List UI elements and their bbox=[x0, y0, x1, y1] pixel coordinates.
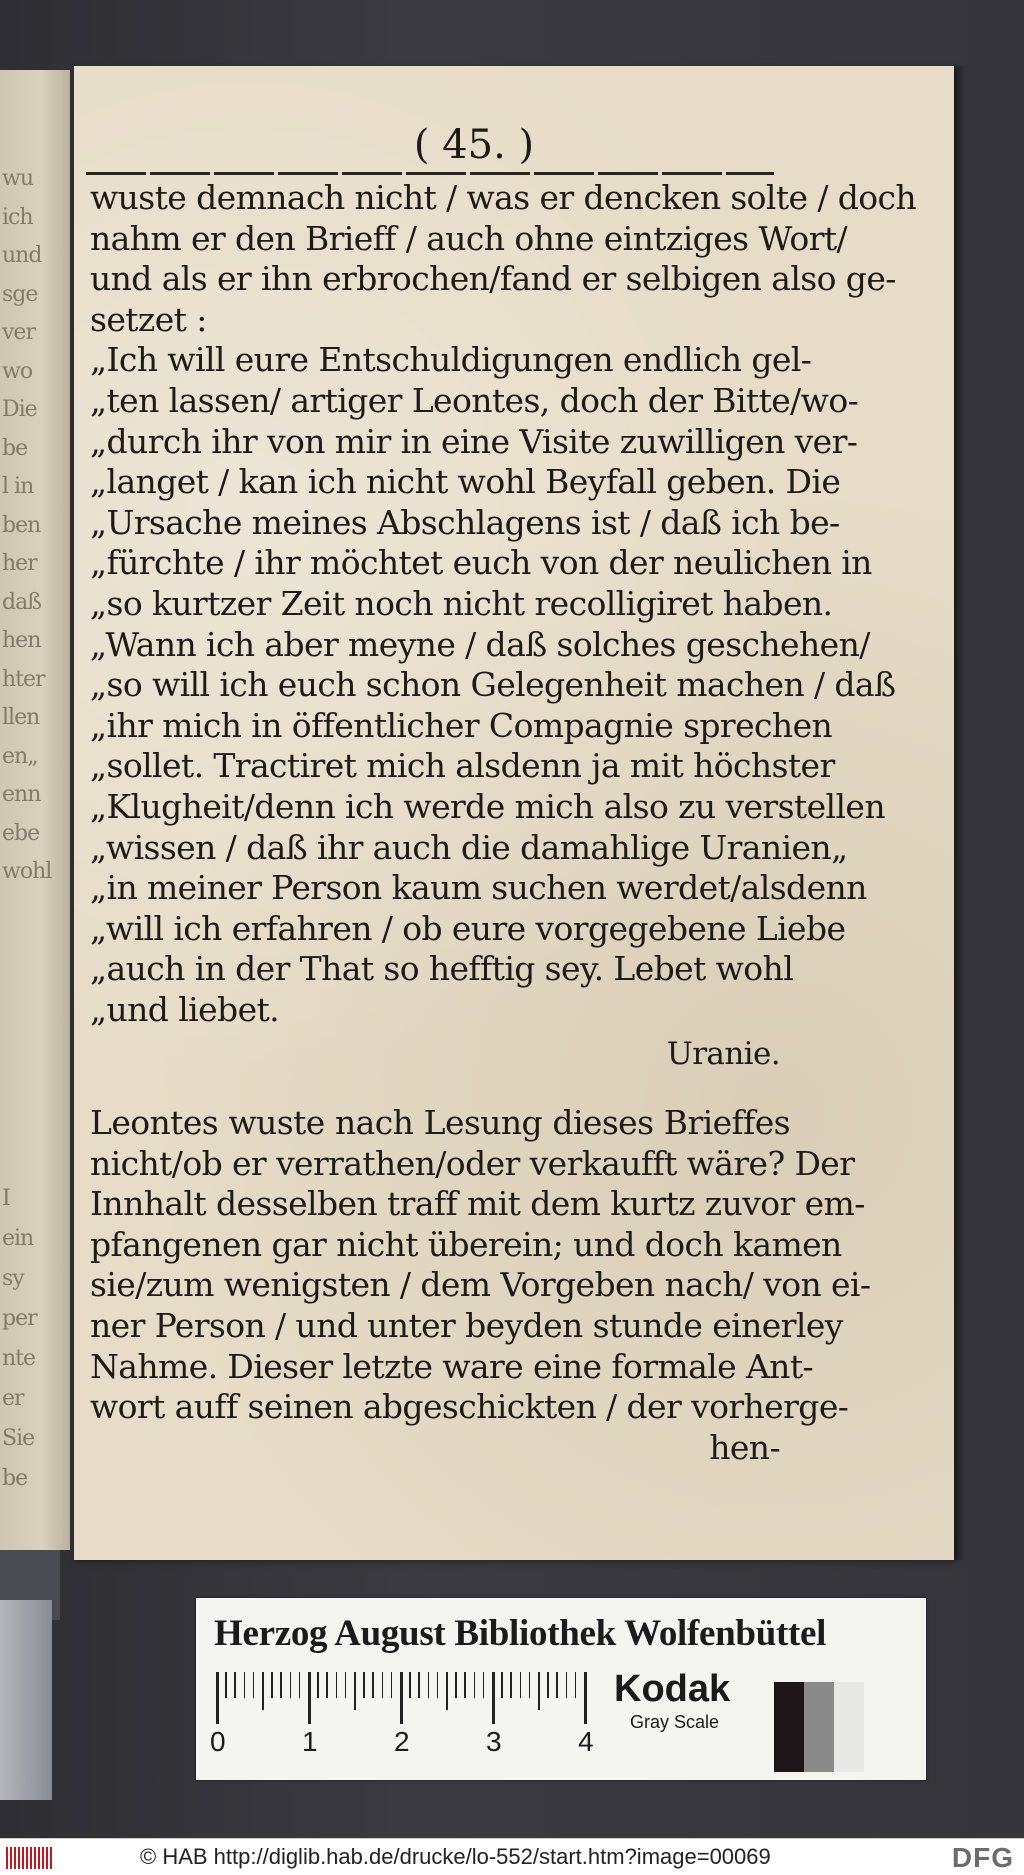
left-page-fragment: wohl bbox=[2, 859, 52, 884]
text-line: „auch in der That so hefftig sey. Lebet wohl bbox=[90, 949, 794, 989]
ruler-tick bbox=[345, 1672, 347, 1698]
paragraph-text bbox=[90, 1103, 871, 1428]
text-line: „so kurtzer Zeit noch nicht recolligiret haben. bbox=[90, 583, 833, 623]
left-page-fragment: hter bbox=[2, 666, 45, 692]
ruler-tick bbox=[547, 1672, 549, 1698]
ruler-tick bbox=[409, 1672, 411, 1698]
ruler-tick bbox=[566, 1672, 568, 1698]
ruler-tick bbox=[271, 1672, 273, 1698]
card-title: Herzog August Bibliothek Wolfenbüttel bbox=[214, 1613, 827, 1654]
ruler-tick bbox=[326, 1672, 328, 1698]
catchword: hen- bbox=[709, 1427, 780, 1467]
ruler-tick bbox=[575, 1672, 577, 1698]
text-line: „langet / kan ich nicht wohl Beyfall geben. Die bbox=[90, 462, 841, 502]
scan-edge-light bbox=[0, 1600, 52, 1800]
ruler-tick bbox=[510, 1672, 512, 1698]
left-page-fragment: her bbox=[2, 551, 37, 576]
text-line: wuste demnach nicht / was er dencken solte / doch bbox=[90, 178, 917, 217]
gray-swatch bbox=[774, 1682, 804, 1772]
gray-swatches bbox=[774, 1682, 864, 1772]
left-page-fragment: ich bbox=[2, 204, 33, 230]
ruler-tick bbox=[354, 1672, 356, 1710]
text-line: pfangenen gar nicht überein; und doch kamen bbox=[90, 1224, 842, 1264]
ruler-tick bbox=[280, 1672, 282, 1698]
text-line: „ten lassen/ artiger Leontes, doch der Bitte/wo- bbox=[90, 380, 859, 420]
gray-swatch bbox=[834, 1682, 864, 1772]
ruler-number: 2 bbox=[394, 1726, 410, 1757]
ruler-tick bbox=[299, 1672, 301, 1698]
left-page-fragment: ver bbox=[2, 320, 35, 345]
left-page-fragment: Sie bbox=[2, 1426, 35, 1451]
left-page-fragment: wu bbox=[2, 166, 33, 191]
text-line: ner Person / und unter beyden stunde einerley bbox=[90, 1306, 843, 1346]
left-page-fragment: wo bbox=[2, 358, 33, 384]
hab-logo-icon bbox=[6, 1847, 52, 1869]
page-text bbox=[90, 178, 917, 1468]
ruler-tick bbox=[400, 1672, 403, 1724]
left-page-fragment: Die bbox=[2, 397, 37, 422]
ruler-tick bbox=[216, 1672, 219, 1724]
gray-scale-label: Gray Scale bbox=[630, 1712, 720, 1732]
ruler-tick bbox=[244, 1672, 246, 1698]
left-page-fragment: be bbox=[2, 435, 28, 461]
ruler-tick bbox=[363, 1672, 365, 1698]
ruler-tick bbox=[391, 1672, 393, 1698]
text-line: „will ich erfahren / ob eure vorgegebene Liebe bbox=[90, 908, 846, 948]
left-page-sliver bbox=[0, 70, 70, 1550]
kodak-logo: Kodak bbox=[614, 1668, 731, 1710]
gray-swatch bbox=[804, 1682, 834, 1772]
header-rule bbox=[86, 172, 774, 175]
text-line: wort auff seinen abgeschickten / der vorherge- bbox=[90, 1387, 849, 1427]
ruler-tick bbox=[529, 1672, 531, 1698]
text-line: „fürchte / ihr möchtet euch von der neulichen in bbox=[90, 543, 872, 583]
text-line: „Wann ich aber meyne / daß solches geschehen/ bbox=[90, 624, 870, 664]
ruler-tick bbox=[382, 1672, 384, 1698]
ruler-tick bbox=[455, 1672, 457, 1698]
ruler-tick bbox=[225, 1672, 227, 1698]
left-page-fragment: daß bbox=[2, 589, 41, 615]
ruler-tick bbox=[538, 1672, 540, 1710]
left-page-fragment: be bbox=[2, 1466, 28, 1491]
text-line: „sollet. Tractiret mich alsdenn ja mit höchster bbox=[90, 746, 835, 786]
text-line: und als er ihn erbrochen/fand er selbigen also ge- bbox=[90, 259, 896, 299]
text-line: Leontes wuste nach Lesung dieses Brieffes bbox=[90, 1103, 790, 1143]
footer-copyright-link[interactable]: © HAB http://diglib.hab.de/drucke/lo-552/start.htm?image=00069 bbox=[140, 1844, 771, 1869]
ruler-tick bbox=[317, 1672, 319, 1698]
ruler-tick bbox=[234, 1672, 236, 1698]
ruler-tick bbox=[253, 1672, 255, 1698]
text-line: Nahme. Dieser letzte ware eine formale Ant- bbox=[90, 1346, 814, 1386]
text-line: „und liebet. bbox=[90, 989, 280, 1029]
left-page-fragment: ein bbox=[2, 1226, 34, 1251]
ruler-tick bbox=[372, 1672, 374, 1698]
text-line: „durch ihr von mir in eine Visite zuwilligen ver- bbox=[90, 421, 858, 461]
text-line: sie/zum wenigsten / dem Vorgeben nach/ von ei- bbox=[90, 1265, 871, 1305]
ruler-number: 0 bbox=[210, 1726, 226, 1757]
ruler bbox=[216, 1672, 596, 1730]
ruler-tick bbox=[418, 1672, 420, 1698]
ruler-tick bbox=[556, 1672, 558, 1698]
footer-bar bbox=[0, 1838, 1024, 1875]
text-line: „Klugheit/denn ich werde mich also zu verstellen bbox=[90, 786, 886, 826]
ruler-tick bbox=[437, 1672, 439, 1698]
left-page-fragment: l in bbox=[2, 474, 34, 499]
left-page-fragment: sge bbox=[2, 281, 38, 307]
left-page-fragment: en„ bbox=[2, 743, 38, 769]
left-page-fragment: und bbox=[2, 243, 42, 268]
text-line: „Ich will eure Entschuldigungen endlich gel- bbox=[90, 340, 812, 380]
ruler-tick bbox=[520, 1672, 522, 1698]
ruler-tick bbox=[428, 1672, 430, 1698]
book-page bbox=[74, 66, 954, 1560]
text-line: „so will ich euch schon Gelegenheit machen / daß bbox=[90, 665, 896, 705]
ruler-tick bbox=[290, 1672, 292, 1698]
left-page-fragment: ebe bbox=[2, 820, 40, 846]
text-line: „ihr mich in öffentlicher Compagnie sprechen bbox=[90, 705, 833, 745]
ruler-tick bbox=[483, 1672, 485, 1698]
left-page-fragment: er bbox=[2, 1386, 24, 1411]
ruler-tick bbox=[584, 1672, 587, 1724]
ruler-number: 1 bbox=[302, 1726, 318, 1757]
text-line: nicht/ob er verrathen/oder verkaufft wäre? Der bbox=[90, 1143, 855, 1183]
letter-text bbox=[90, 178, 917, 1030]
text-line: setzet : bbox=[90, 299, 207, 339]
color-calibration-card bbox=[196, 1598, 926, 1780]
left-page-fragment: nte bbox=[2, 1346, 36, 1371]
ruler-tick bbox=[464, 1672, 466, 1698]
left-page-fragment: ben bbox=[2, 512, 41, 538]
left-page-fragment: hen bbox=[2, 628, 41, 653]
left-page-fragment: llen bbox=[2, 705, 40, 730]
dfg-logo: DFG bbox=[951, 1842, 1014, 1873]
ruler-number: 3 bbox=[486, 1726, 502, 1757]
left-page-fragment: enn bbox=[2, 782, 41, 807]
left-page-fragment: I bbox=[2, 1186, 10, 1211]
ruler-tick bbox=[308, 1672, 311, 1724]
left-page-fragment: sy bbox=[2, 1266, 24, 1291]
ruler-number: 4 bbox=[578, 1726, 594, 1757]
text-line: „in meiner Person kaum suchen werdet/alsdenn bbox=[90, 868, 867, 908]
left-page-fragment: per bbox=[2, 1306, 37, 1331]
ruler-tick bbox=[336, 1672, 338, 1698]
text-line: „wissen / daß ihr auch die damahlige Uranien„ bbox=[90, 827, 848, 867]
page-shadow bbox=[954, 66, 966, 1560]
signature: Uranie. bbox=[666, 1036, 780, 1073]
text-line: Innhalt desselben traff mit dem kurtz zuvor em- bbox=[90, 1184, 865, 1224]
ruler-tick bbox=[262, 1672, 264, 1710]
ruler-tick bbox=[474, 1672, 476, 1698]
ruler-tick bbox=[501, 1672, 503, 1698]
page-number: ( 45. ) bbox=[413, 122, 535, 168]
text-line: „Ursache meines Abschlagens ist / daß ich be- bbox=[90, 502, 840, 542]
ruler-tick bbox=[492, 1672, 495, 1724]
text-line: nahm er den Brieff / auch ohne eintziges Wort/ bbox=[90, 218, 848, 258]
ruler-tick bbox=[446, 1672, 448, 1710]
